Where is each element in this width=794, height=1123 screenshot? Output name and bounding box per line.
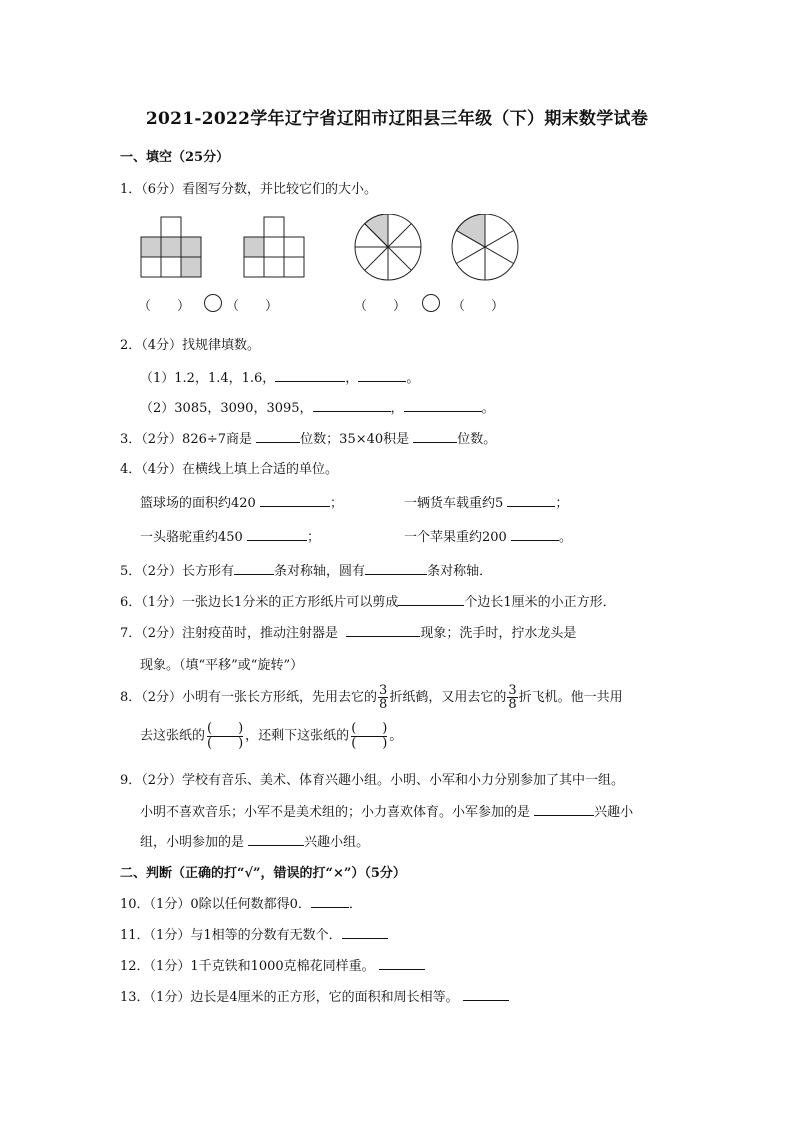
question-12: 12．（1分）1千克铁和1000克棉花同样重。 [120, 955, 425, 974]
question-7: 7．（2分）注射疫苗时，推动注射器是 现象；洗手时，拧水龙头是 [120, 626, 577, 641]
question-2-1: （1）1.2，1.4，1.6， ， 。 [140, 371, 420, 386]
question-4: 4．（4分）在横线上填上合适的单位。 [120, 462, 339, 477]
answer-blank[interactable] [511, 528, 559, 541]
answer-blank[interactable] [534, 803, 594, 816]
answer-blank[interactable] [247, 528, 307, 541]
compare-circle-1 [205, 295, 222, 312]
question-4-1: 篮球场的面积约420 ； [140, 496, 343, 511]
question-2: 2．（4分）找规律填数。 [120, 338, 261, 353]
answer-blank[interactable] [463, 988, 509, 1001]
answer-blank[interactable] [234, 562, 274, 575]
answer-blank[interactable] [256, 430, 300, 443]
question-9-cont: 小明不喜欢音乐；小军不是美术组的；小力喜欢体育。小军参加的是 兴趣小 [140, 805, 634, 820]
question-10: 10．（1分）0除以任何数都得0． ． [120, 897, 362, 912]
question-3: 3．（2分）826÷7商是 位数；35×40积是 位数。 [120, 432, 497, 447]
circle-8-parts [355, 214, 421, 280]
answer-blank[interactable] [260, 494, 330, 507]
answer-fraction[interactable]: ( ) ( ) [207, 721, 244, 751]
question-8-cont: 去这张纸的 ( ) ( ) ，还剩下这张纸的 ( ) ( ) 。 [140, 721, 403, 751]
question-13: 13．（1分）边长是4厘米的正方形，它的面积和周长相等。 [120, 986, 509, 1005]
question-9-cont2: 组，小明参加的是 兴趣小组。 [140, 835, 370, 850]
grid-shape-2 [244, 217, 304, 277]
answer-fraction[interactable]: ( ) ( ) [351, 721, 388, 751]
answer-blank[interactable] [248, 833, 304, 846]
fraction-figure [138, 214, 538, 314]
question-5: 5．（2分）长方形有 条对称轴，圆有 条对称轴． [120, 564, 493, 579]
section-fill-in: 一、填空（25分） [120, 150, 230, 165]
question-11: 11．（1分）与1相等的分数有无数个． [120, 924, 388, 943]
answer-blank[interactable] [358, 369, 406, 382]
answer-blank[interactable] [275, 369, 345, 382]
question-7-cont: 现象。（填“平移”或“旋转”） [140, 658, 304, 673]
answer-blank[interactable] [313, 399, 391, 412]
answer-paren-4[interactable]: （ ） [452, 299, 505, 314]
fraction-3-8: $\frac{3}{8}$ [508, 683, 517, 712]
answer-paren-3[interactable]: （ ） [354, 299, 407, 314]
circle-6-parts [452, 214, 518, 280]
compare-circle-2 [423, 295, 440, 312]
question-2-2: （2）3085，3090，3095， ， 。 [140, 401, 495, 416]
answer-blank[interactable] [404, 399, 482, 412]
question-8: 8．（2分）小明有一张长方形纸，先用去它的 $\frac{3}{8}$ 折纸鹤，又用去它的 $\frac{3}{8}$ 折飞机。他一共用 [120, 683, 623, 712]
section-judge: 二、判断（正确的打“√”，错误的打“×”）（5分） [120, 866, 406, 881]
answer-paren-2[interactable]: （ ） [226, 299, 279, 314]
answer-blank[interactable] [311, 895, 349, 908]
question-9: 9．（2分）学校有音乐、美术、体育兴趣小组。小明、小军和小力分别参加了其中一组。 [120, 773, 625, 788]
grid-shape-1 [141, 217, 201, 277]
fraction-3-8: $\frac{3}{8}$ [379, 683, 388, 712]
question-6: 6．（1分）一张边长1分米的正方形纸片可以剪成 个边长1厘米的小正方形． [120, 595, 616, 610]
answer-blank[interactable] [507, 494, 555, 507]
answer-blank[interactable] [342, 926, 388, 939]
page-title: 2021-2022学年辽宁省辽阳市辽阳县三年级（下）期末数学试卷 [145, 109, 649, 129]
question-4-4: 一个苹果重约200 。 [404, 530, 572, 545]
answer-blank[interactable] [398, 593, 464, 606]
answer-blank[interactable] [413, 430, 457, 443]
answer-blank[interactable] [346, 624, 420, 637]
question-4-2: 一辆货车载重约5 ； [404, 496, 569, 511]
question-1: 1．（6分）看图写分数，并比较它们的大小。 [120, 182, 378, 197]
question-4-3: 一头骆驼重约450 ； [140, 530, 320, 545]
answer-blank[interactable] [365, 562, 427, 575]
answer-paren-1[interactable]: （ ） [138, 299, 191, 314]
answer-blank[interactable] [379, 957, 425, 970]
